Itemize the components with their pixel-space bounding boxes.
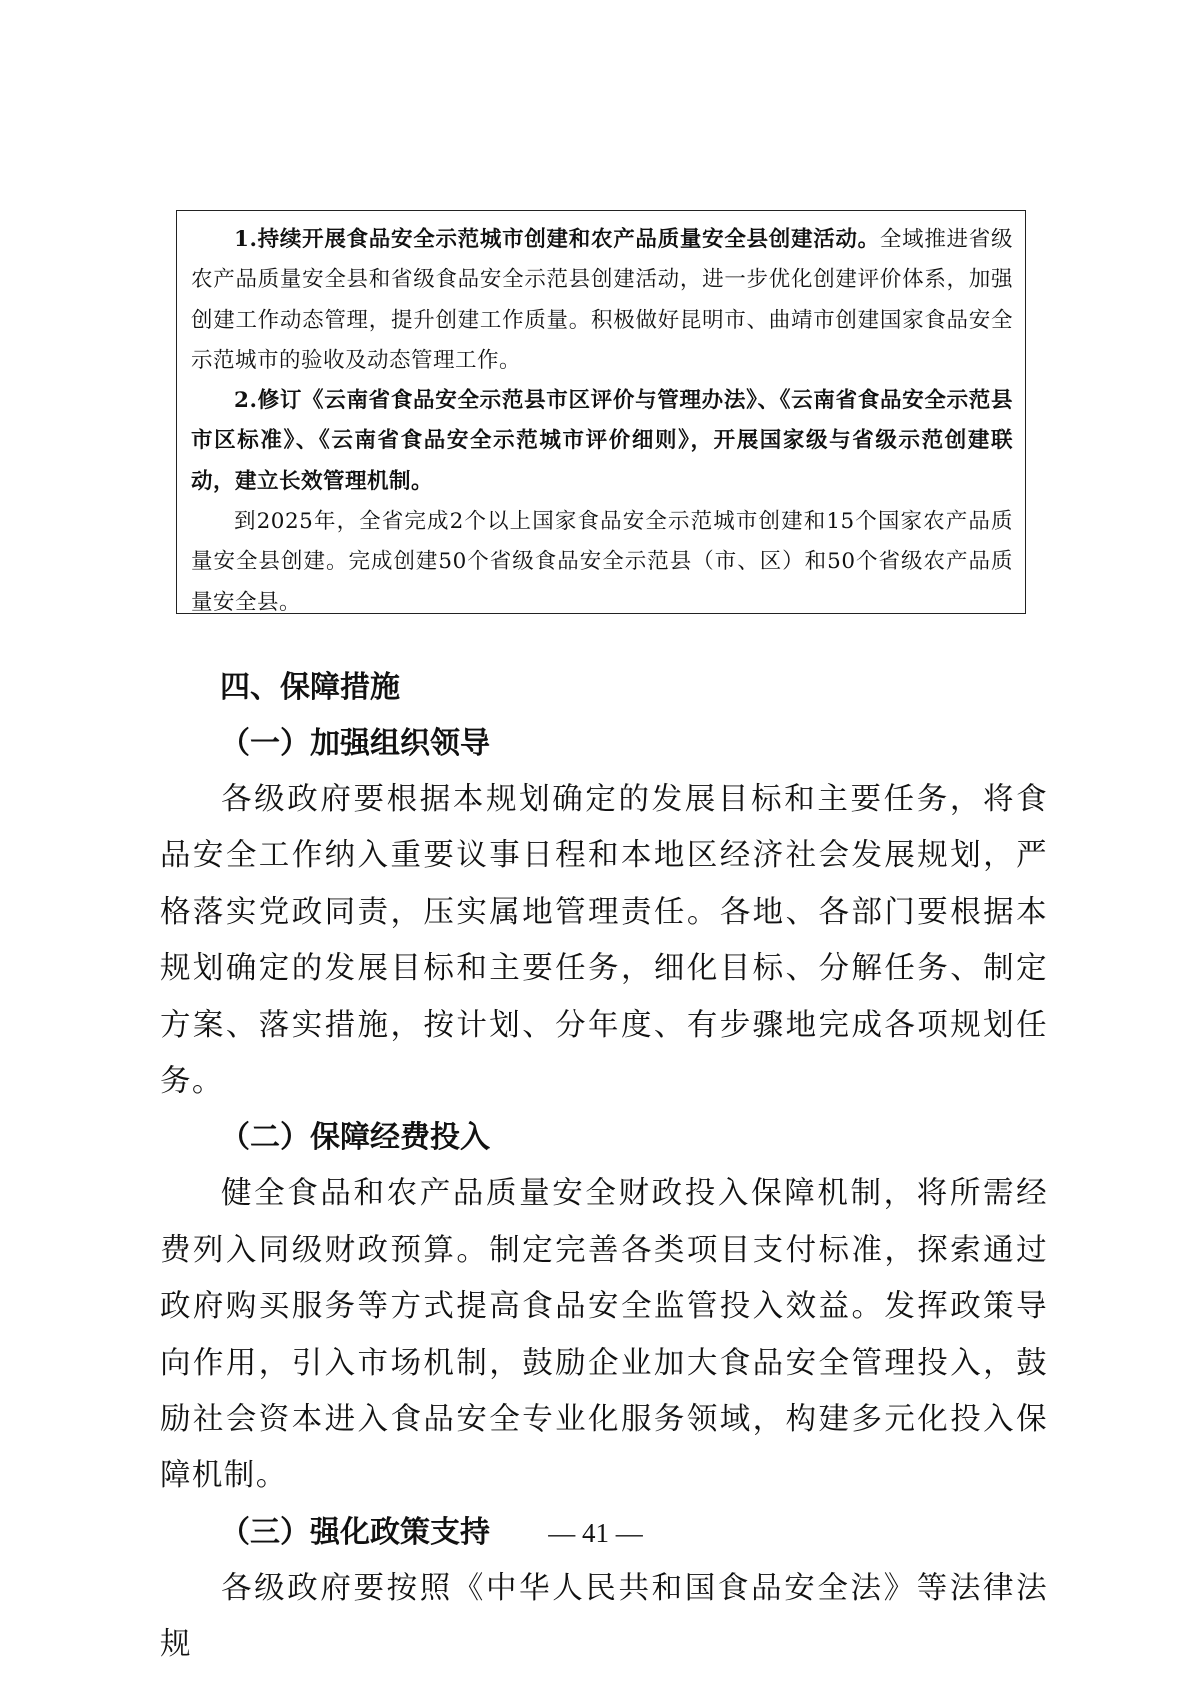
box-paragraph-1	[191, 220, 1013, 381]
paragraph-2: 健全食品和农产品质量安全财政投入保障机制，将所需经费列入同级财政预算。制定完善各类项目支付标准，探索通过政府购买服务等方式提高食品安全监管投入效益。发挥政策导向作用，引入市场机制，鼓励企业加大食品安全管理投入，鼓励社会资本进入食品安全专业化服务领域，构建多元化投入保障机制。	[160, 1176, 1048, 1494]
paragraph-1: 各级政府要根据本规划确定的发展目标和主要任务，将食品安全工作纳入重要议事日程和本地区经济社会发展规划，严格落实党政同责，压实属地管理责任。各地、各部门要根据本规划确定的发展目标和主要任务，细化目标、分解任务、制定方案、落实措施，按计划、分年度、有步骤地完成各项规划任务。	[160, 782, 1048, 1100]
subheading-2: （二）保障经费投入	[220, 1120, 490, 1156]
subheading-3: （三）强化政策支持	[220, 1514, 490, 1550]
box-paragraph-2: 2.修订《云南省食品安全示范县市区评价与管理办法》、《云南省食品安全示范县市区标准》、《云南省食品安全示范城市评价细则》，开展国家级与省级示范创建联动，建立长效管理机制。	[191, 388, 1013, 494]
box-paragraph-1-lead: 1.持续开展食品安全示范城市创建和农产品质量安全县创建活动。	[234, 227, 880, 252]
box-paragraph-3: 到2025年，全省完成2个以上国家食品安全示范城市创建和15个国家农产品质量安全县创建。完成创建50个省级食品安全示范县（市、区）和50个省级农产品质量安全县。	[191, 509, 1013, 615]
subheading-1: （一）加强组织领导	[220, 726, 490, 761]
box-paragraph-1-body: 全域推进省级农产品质量安全县和省级食品安全示范县创建活动，进一步优化创建评价体系，加强创建工作动态管理，提升创建工作质量。积极做好昆明市、曲靖市创建国家食品安全示范城市的验收及动态管理工作。	[191, 227, 1013, 373]
paragraph-3: 各级政府要按照《中华人民共和国食品安全法》等法律法规	[160, 1570, 1048, 1663]
task-box	[176, 210, 1026, 614]
page-number: — 41 —	[548, 1518, 643, 1548]
section-heading: 四、保障措施	[220, 670, 400, 705]
